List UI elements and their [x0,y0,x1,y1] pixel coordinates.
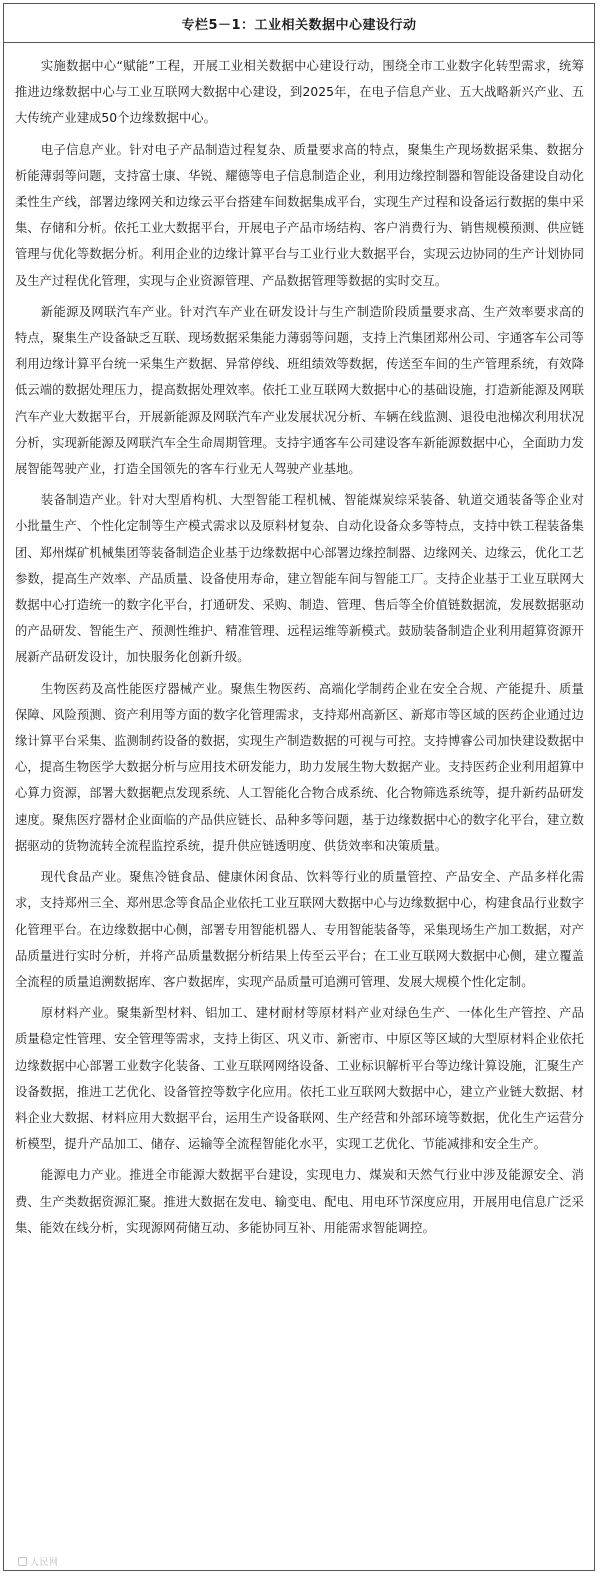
equipment-manufacturing-paragraph: 装备制造产业。针对大型盾构机、大型智能工程机械、智能煤炭综采装备、轨道交通装备等企业对小批量生产、个性化定制等生产模式需求以及原料材复杂、自动化设备众多等特点，支持中铁工程装备集团、郑州煤矿机械集团等装备制造企业基于边缘数据中心部署边缘控制器、边缘网关、边缘云，优化工艺参数，提高生产效率、产品质量、设备使用寿命，建立智能车间与智能工厂。支持企业基于工业互联网大数据中心打造统一的数字化平台，打通研发、采购、制造、管理、售后等全价值链数据流，发展数据驱动的产品研发、智能生产、预测性维护、精准管理、远程运维等新模式。鼓励装备制造企业利用超算资源开展新产品研发设计，加快服务化创新升级。 [15,493,584,665]
column-box [3,3,595,1571]
watermark-text: 人民网 [30,1558,59,1568]
new-energy-vehicle-paragraph: 新能源及网联汽车产业。针对汽车产业在研发设计与生产制造阶段质量要求高、生产效率要求高的特点，聚集生产设备缺乏互联、现场数据采集能力薄弱等问题，支持上汽集团郑州公司、宇通客车公司等利用边缘计算平台统一采集生产数据、异常停线、班组绩效等数据，传送至车间的生产管理系统，有效降低云端的数据处理压力，提高数据处理效率。依托工业互联网大数据中心的基础设施，打造新能源及网联汽车产业大数据平台，开展新能源及网联汽车产业发展状况分析、车辆在线监测、退役电池梯次利用状况分析，实现新能源及网联汽车全生命周期管理。支持宇通客车公司建设客车新能源数据中心，全面助力发展智能驾驶产业，打造全国领先的客车行业无人驾驶产业基地。 [15,304,584,477]
column-title: 专栏5－1：工业相关数据中心建设行动 [4,4,594,43]
biomedicine-paragraph: 生物医药及高性能医疗器械产业。聚焦生物医药、高端化学制药企业在安全合规、产能提升、质量保障、风险预测、资产利用等方面的数字化管理需求，支持郑州高新区、新郑市等区域的医药企业通过边缘计算平台采集、监测制药设备的数据，实现生产制造数据的可视与可控。支持博睿公司加快建设数据中心，提高生物医学大数据分析与应用技术研发能力，助力发展生物大数据产业。支持医药企业利用超算中心算力资源，部署大数据靶点发现系统、人工智能化合物合成系统、化合物筛选系统等，提升新药品研发速度。聚焦医疗器材企业面临的产品供应链长、品种多等问题，基于边缘数据中心的数字化平台，建立数据驱动的货物流转全流程监控系统，提升供应链透明度、供货效率和决策质量。 [15,681,584,853]
electronics-paragraph: 电子信息产业。针对电子产品制造过程复杂、质量要求高的特点，聚集生产现场数据采集、数据分析能薄弱等问题，支持富士康、华锐、耀德等电子信息制造企业，利用边缘控制器和智能设备建设自动化柔性生产线，部署边缘网关和边缘云平台搭建车间数据集成平台，实现生产过程和设备运行数据的集中采集、存储和分析。依托工业大数据平台，开展电子产品市场结构、客户消费行为、销售规模预测、供应链管理与优化等数据分析。利用企业的边缘计算平台与工业行业大数据平台，实现云边协同的生产计划协同及生产过程优化管理，实现与企业资源管理、产品数据管理等数据的实时交互。 [15,142,584,288]
energy-power-paragraph: 能源电力产业。推进全市能源大数据平台建设，实现电力、煤炭和天然气行业中涉及能源安全、消费、生产类数据资源汇聚。推进大数据在发电、输变电、配电、用电环节深度应用，开展用电信息广泛采集、能效在线分析，实现源网荷储互动、多能协同互补、用能需求智能调控。 [15,1168,584,1235]
food-industry-paragraph: 现代食品产业。聚焦冷链食品、健康休闲食品、饮料等行业的质量管控、产品安全、产品多样化需求，支持郑州三全、郑州思念等食品企业依托工业互联网大数据中心与边缘数据中心，构建食品行业数字化管理平台。在边缘数据中心侧，部署专用智能机器人、专用智能装备等，采集现场生产加工数据，对产品质量进行实时分析，并将产品质量数据分析结果上传至云平台；在工业互联网大数据中心侧，建立覆盖全流程的质量追溯数据库、客户数据库，实现产品质量可追溯可管理、发展大规模个性化定制。 [15,870,584,989]
intro-paragraph: 实施数据中心“赋能”工程，开展工业相关数据中心建设行动，围绕全市工业数字化转型需求，统筹推进边缘数据中心与工业互联网大数据中心建设，到2025年，在电子信息产业、五大战略新兴产业、五大传统产业建成50个边缘数据中心。 [15,59,584,126]
column-content [4,43,594,1241]
raw-materials-paragraph: 原材料产业。聚集新型材料、铝加工、建材耐材等原材料产业对绿色生产、一体化生产管控、产品质量稳定性管理、安全管理等需求，支持上街区、巩义市、新密市、中原区等区域的大型原材料企业依托边缘数据中心部署工业数字化装备、工业互联网网络设备、工业标识解析平台等边缘计算设施，汇聚生产设备数据，推进工艺优化、设备管控等数字化应用。依托工业互联网大数据中心，建立产业链大数据、材料企业大数据、材料应用大数据平台，运用生产设备联网、生产经营和外部环境等数据，优化生产运营分析模型，提升产品加工、储存、运输等全流程智能化水平，实现工艺优化、节能减排和安全生产。 [15,1006,584,1152]
watermark [18,1555,59,1568]
watermark-logo-icon [18,1557,27,1566]
